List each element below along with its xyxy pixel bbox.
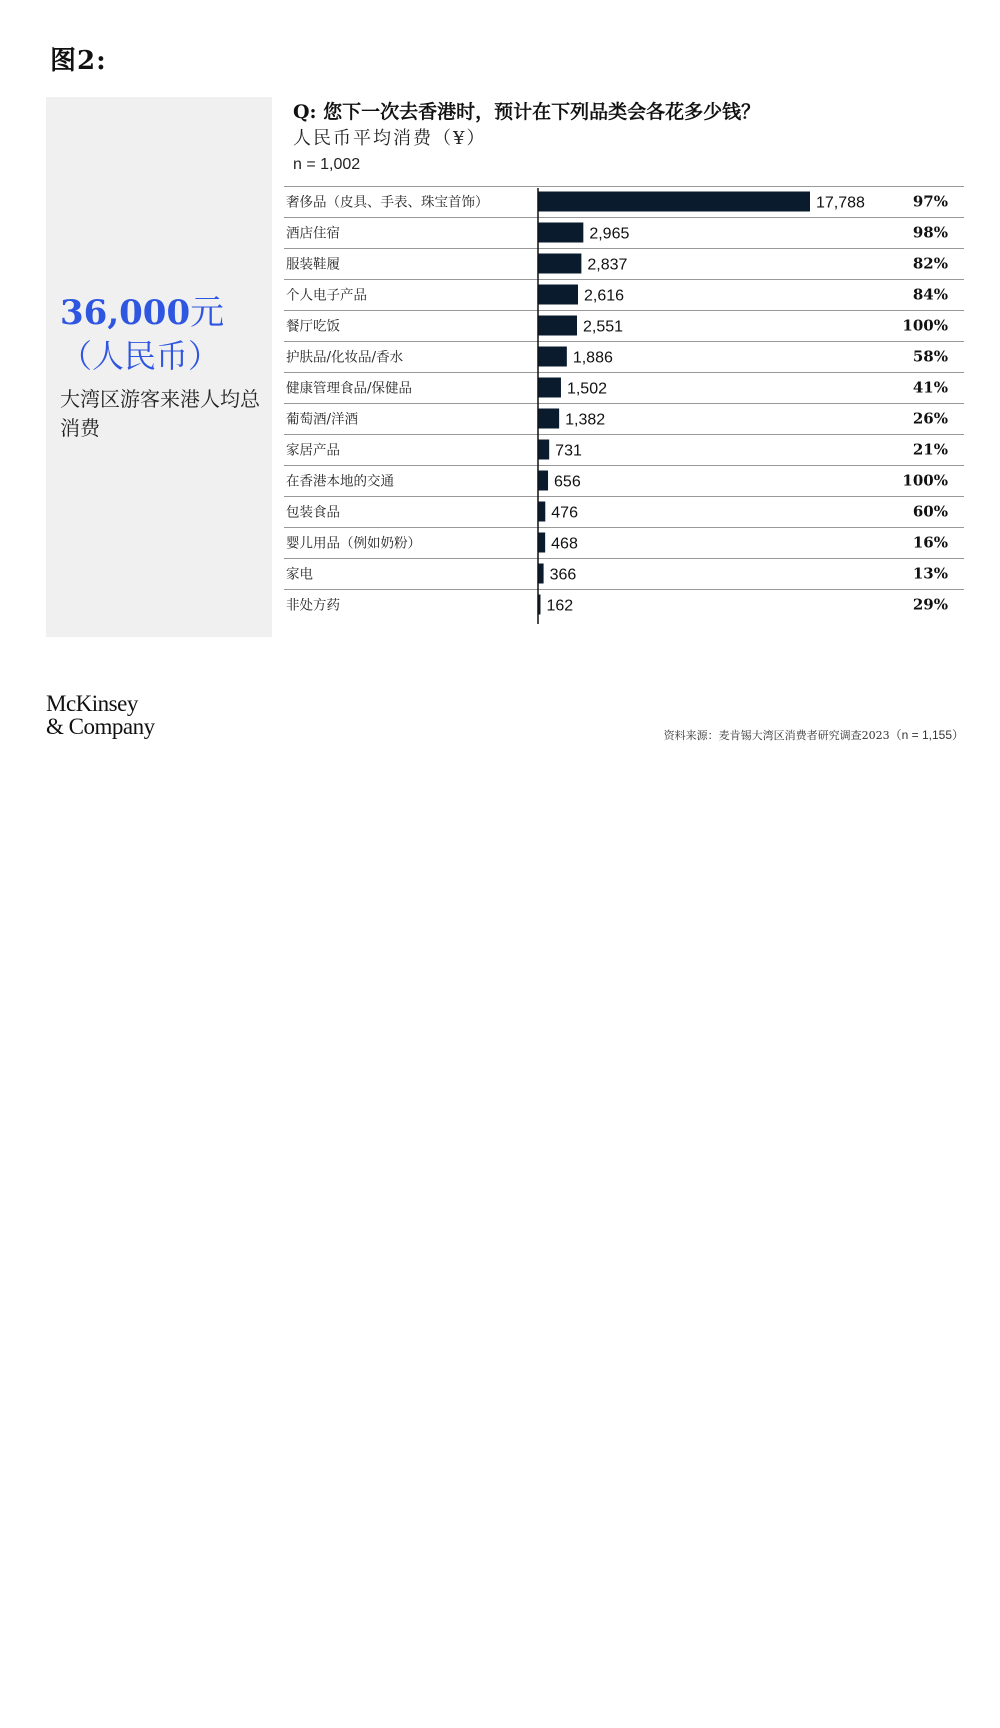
summary-description: 大湾区游客来港人均总消费 [60, 387, 260, 440]
bar [538, 347, 567, 367]
percent-label: 97% [912, 192, 948, 211]
bar [538, 223, 583, 243]
category-label: 包装食品 [286, 504, 340, 521]
percent-label: 13% [912, 564, 948, 583]
category-label: 个人电子产品 [286, 287, 367, 304]
bar [538, 316, 577, 336]
percent-label: 29% [912, 595, 948, 614]
category-label: 餐厅吃饭 [286, 318, 340, 335]
currency-label: （人民币） [60, 337, 221, 375]
mckinsey-logo [46, 692, 155, 738]
bar [538, 533, 545, 553]
percent-label: 84% [912, 285, 948, 304]
value-label: 1,886 [572, 349, 613, 367]
category-label: 奢侈品（皮具、手表、珠宝首饰） [286, 194, 489, 211]
category-label: 非处方药 [286, 597, 340, 614]
value-label: 2,616 [584, 287, 625, 305]
percent-label: 60% [912, 502, 948, 521]
question-subtitle: 人民币平均消费（¥） [293, 128, 487, 149]
spending-bar-chart [284, 186, 964, 630]
bar [538, 471, 548, 491]
percent-label: 21% [912, 440, 948, 459]
percent-label: 100% [902, 471, 948, 490]
figure-title: 图2: [50, 46, 107, 76]
category-label: 服装鞋履 [286, 256, 340, 273]
value-label: 468 [551, 535, 578, 553]
value-label: 162 [546, 597, 574, 615]
category-label: 家居产品 [286, 442, 340, 459]
bar [538, 254, 581, 274]
bar [538, 502, 545, 522]
value-label: 366 [549, 566, 577, 584]
bar [538, 192, 810, 212]
bar [538, 409, 559, 429]
bar [538, 564, 544, 584]
total-spend-amount [60, 292, 224, 378]
sample-size: n = 1,002 [293, 156, 361, 173]
category-label: 婴儿用品（例如奶粉） [286, 535, 421, 552]
category-label: 葡萄酒/洋酒 [286, 411, 359, 428]
percent-label: 100% [902, 316, 948, 335]
amount-unit: 元 [190, 293, 225, 333]
logo-line-2: & Company [46, 714, 155, 739]
category-label: 健康管理食品/保健品 [286, 380, 413, 397]
bar [538, 285, 578, 305]
summary-panel [46, 97, 272, 637]
source-note [664, 726, 964, 743]
percent-label: 16% [912, 533, 948, 552]
category-label: 家电 [286, 566, 313, 583]
percent-label: 58% [912, 347, 948, 366]
percent-label: 82% [912, 254, 948, 273]
value-label: 476 [551, 504, 578, 522]
bar [538, 440, 549, 460]
value-label: 1,382 [565, 411, 606, 429]
category-label: 在香港本地的交通 [286, 473, 394, 490]
value-label: 1,502 [566, 380, 608, 398]
percent-label: 98% [912, 223, 948, 242]
value-label: 731 [555, 442, 582, 460]
amount-value: 36,000 [60, 293, 191, 333]
category-label: 护肤品/化妆品/香水 [286, 349, 404, 366]
percent-label: 41% [912, 378, 948, 397]
category-label: 酒店住宿 [286, 225, 340, 242]
value-label: 2,551 [583, 318, 624, 336]
value-label: 2,837 [587, 256, 628, 274]
value-label: 17,788 [816, 194, 865, 212]
source-text: 资料来源：麦肯锡大湾区消费者研究调查2023 [663, 729, 890, 742]
bar [538, 378, 561, 398]
logo-line-1: McKinsey [46, 691, 138, 716]
question-title: Q: 您下一次去香港时，预计在下列品类会各花多少钱？ [293, 101, 761, 123]
value-label: 656 [554, 473, 581, 491]
value-label: 2,965 [589, 225, 630, 243]
source-sample-size: （n = 1,155） [889, 728, 964, 742]
percent-label: 26% [912, 409, 948, 428]
